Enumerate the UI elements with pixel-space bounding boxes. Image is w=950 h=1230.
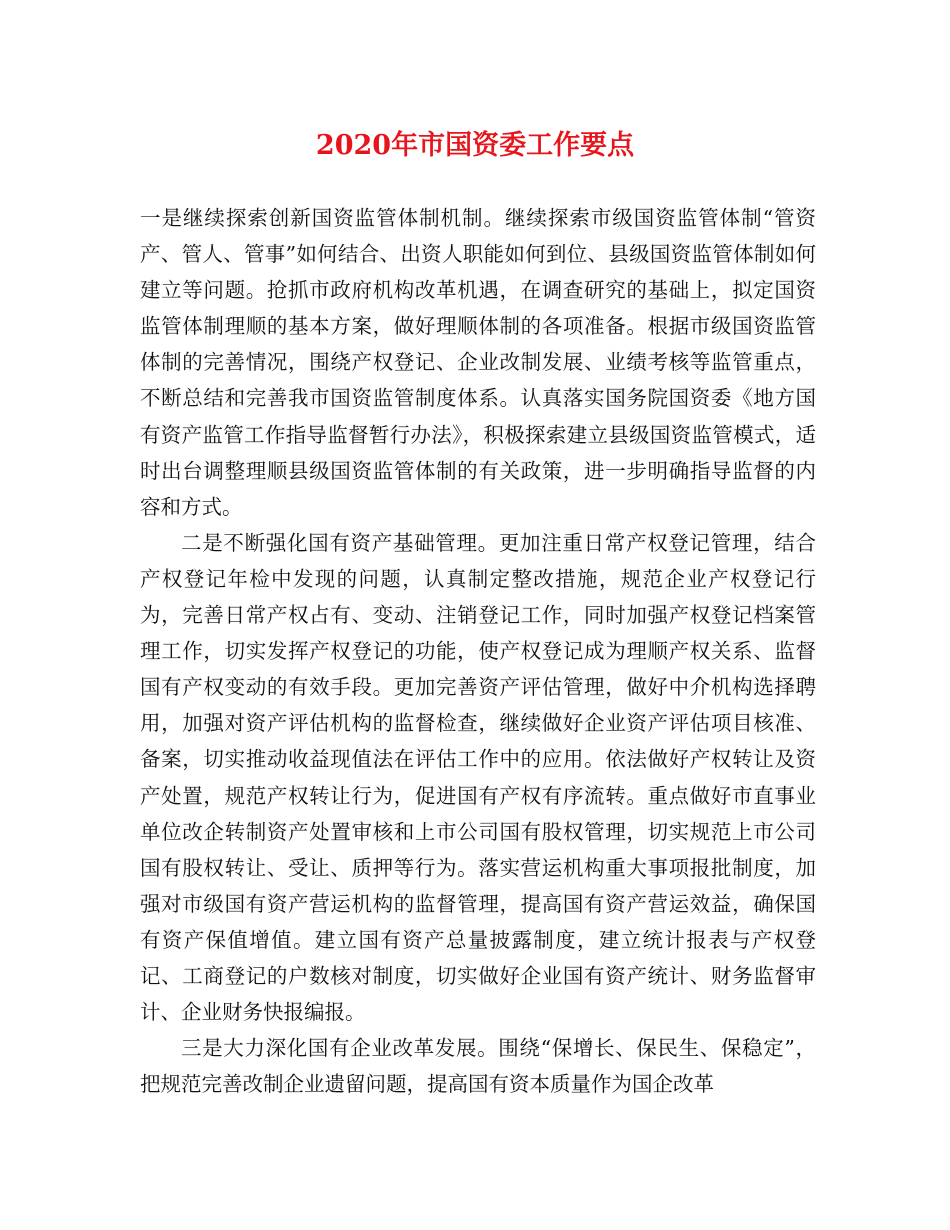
document-title: 2020年市国资委工作要点 <box>315 130 635 161</box>
paragraph-3: 三是大力深化国有企业改革发展。围绕“保增长、保民生、保稳定”，把规范完善改制企业遗留问题，提高国有资本质量作为国企改革 <box>140 1036 816 1097</box>
document-body <box>140 200 816 1102</box>
paragraph-2: 二是不断强化国有资产基础管理。更加注重日常产权登记管理，结合产权登记年检中发现的问题，认真制定整改措施，规范企业产权登记行为，完善日常产权占有、变动、注销登记工作，同时加强产权登记档案管理工作，切实发挥产权登记的功能，使产权登记成为理顺产权关系、监督国有产权变动的有效手段。更加完善资产评估管理，做好中介机构选择聘用，加强对资产评估机构的监督检查，继续做好企业资产评估项目核准、备案，切实推动收益现值法在评估工作中的应用。依法做好产权转让及资产处置，规范产权转让行为，促进国有产权有序流转。重点做好市直事业单位改企转制资产处置审核和上市公司国有股权管理，切实规范上市公司国有股权转让、受让、质押等行为。落实营运机构重大事项报批制度，加强对市级国有资产营运机构的监督管理，提高国有资产营运效益，确保国有资产保值增值。建立国有资产总量披露制度，建立统计报表与产权登记、工商登记的户数核对制度，切实做好企业国有资产统计、财务监督审计、企业财务快报编报。 <box>140 530 816 1025</box>
paragraph-1: 一是继续探索创新国资监管体制机制。继续探索市级国资监管体制“管资产、管人、管事”如何结合、出资人职能如何到位、县级国资监管体制如何建立等问题。抢抓市政府机构改革机遇，在调查研究的基础上，拟定国资监管体制理顺的基本方案，做好理顺体制的各项准备。根据市级国资监管体制的完善情况，围绕产权登记、企业改制发展、业绩考核等监管重点，不断总结和完善我市国资监管制度体系。认真落实国务院国资委《地方国有资产监管工作指导监督暂行办法》，积极探索建立县级国资监管模式，适时出台调整理顺县级国资监管体制的有关政策，进一步明确指导监督的内容和方式。 <box>140 206 816 519</box>
